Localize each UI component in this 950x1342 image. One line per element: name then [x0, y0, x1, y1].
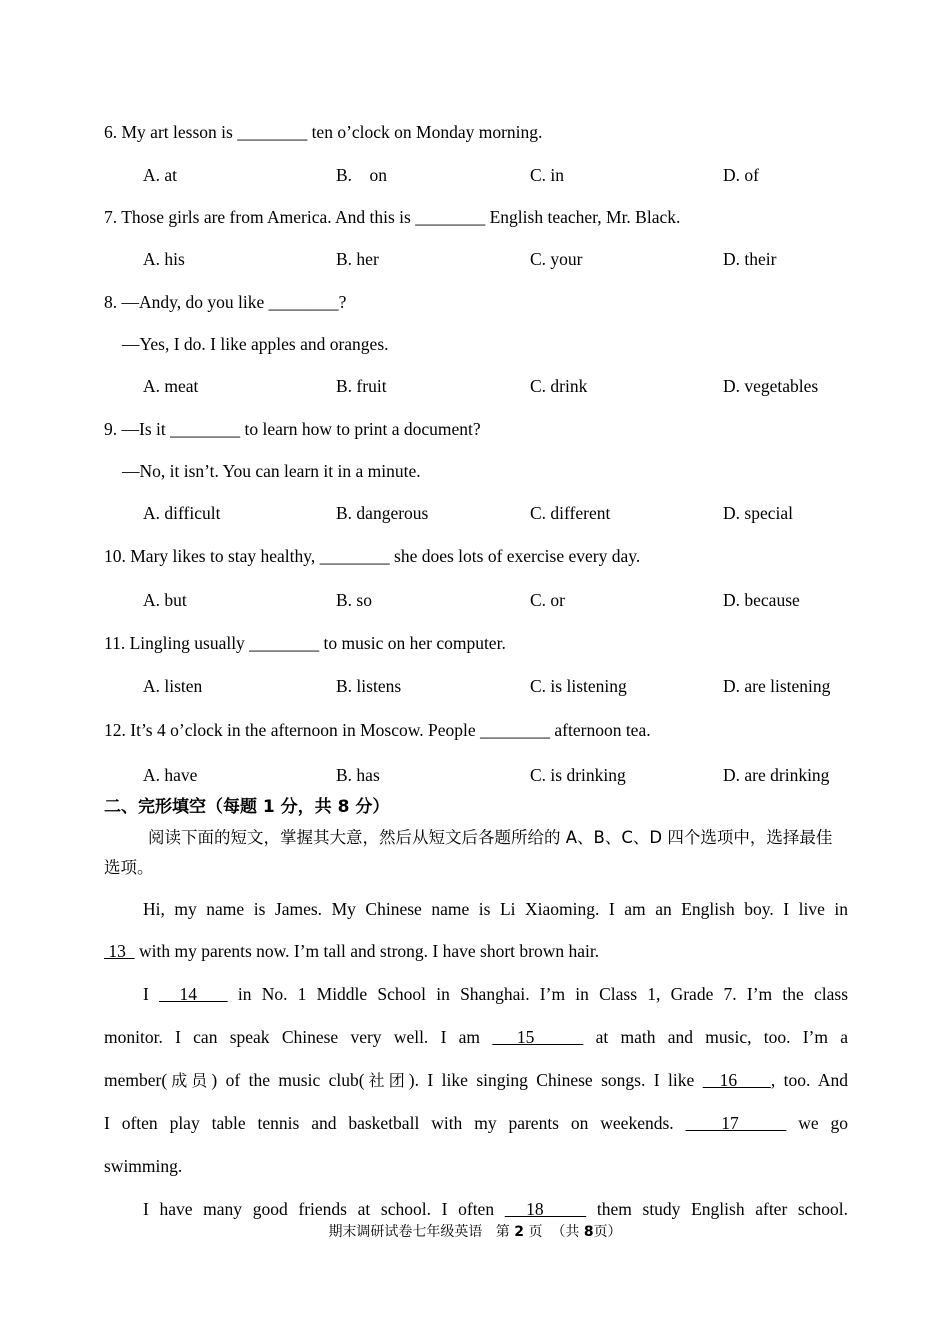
question-11: [104, 632, 506, 654]
blank-15[interactable]: 15: [492, 1027, 584, 1047]
passage-line-3: [104, 983, 848, 1005]
passage-text: 成员: [167, 1071, 212, 1090]
question-number: 9.: [104, 419, 118, 439]
option-a[interactable]: A. his: [143, 249, 185, 269]
option-d[interactable]: D. special: [723, 503, 793, 523]
option-c[interactable]: C. in: [530, 165, 565, 185]
passage-line-2: [104, 940, 599, 962]
question-8: [104, 291, 346, 313]
passage-line-5: [104, 1069, 848, 1092]
passage-line-1: Hi, my name is James. My Chinese name is Li Xiaoming. I am an English boy. I live in: [143, 899, 848, 919]
question-stem: —Andy, do you like ________?: [117, 292, 347, 312]
option-d[interactable]: D. their: [723, 249, 777, 269]
question-stem: Mary likes to stay healthy, ________ she does lots of exercise every day.: [130, 546, 641, 566]
passage-line-7: swimming.: [104, 1156, 183, 1176]
question-number: 8.: [104, 292, 118, 312]
footer-text: 页 （共: [524, 1224, 584, 1240]
passage-text: I often play table tennis and basketball with my parents on weekends.: [104, 1113, 686, 1133]
question-9-reply: —No, it isn’t. You can learn it in a minute.: [122, 461, 421, 481]
passage-text: I have many good friends at school. I often: [143, 1199, 505, 1219]
blank-17[interactable]: 17: [685, 1113, 787, 1133]
footer-text: 期末调研试卷七年级英语 第: [328, 1224, 515, 1240]
option-b[interactable]: B. fruit: [336, 376, 387, 396]
option-d[interactable]: D. are drinking: [723, 765, 830, 785]
passage-text: monitor. I can speak Chinese very well. I am: [104, 1027, 493, 1047]
option-a[interactable]: A. but: [143, 590, 187, 610]
option-a[interactable]: A. have: [143, 765, 198, 785]
passage-text: 社团: [364, 1071, 409, 1090]
option-b[interactable]: B. has: [336, 765, 380, 785]
page-footer: [0, 1222, 950, 1242]
question-7: [104, 206, 680, 228]
option-a[interactable]: A. at: [143, 165, 178, 185]
option-d[interactable]: D. are listening: [723, 676, 831, 696]
question-number: 12.: [104, 720, 126, 740]
option-b[interactable]: B. on: [336, 165, 388, 185]
section-instruction: 阅读下面的短文，掌握其大意，然后从短文后各题所给的 A、B、C、D 四个选项中，选择最佳选项。: [104, 828, 833, 877]
option-d[interactable]: D. because: [723, 590, 800, 610]
option-b[interactable]: B. so: [336, 590, 372, 610]
page-total: 8: [583, 1224, 594, 1240]
passage-text: ). I like singing Chinese songs. I like: [408, 1070, 703, 1090]
passage-text: member(: [104, 1070, 168, 1090]
option-b[interactable]: B. dangerous: [336, 503, 429, 523]
question-stem: —Is it ________ to learn how to print a document?: [117, 419, 481, 439]
passage-text: we go: [786, 1113, 849, 1133]
blank-13[interactable]: 13: [104, 941, 135, 961]
passage-text: at math and music, too. I’m a: [583, 1027, 849, 1047]
passage-text: with my parents now. I’m tall and strong. I have short brown hair.: [134, 941, 600, 961]
footer-text: 页）: [593, 1224, 622, 1240]
question-number: 6.: [104, 122, 118, 142]
option-c[interactable]: C. different: [530, 503, 611, 523]
option-a[interactable]: A. listen: [143, 676, 203, 696]
option-d[interactable]: D. of: [723, 165, 759, 185]
question-number: 11.: [104, 633, 126, 653]
passage-text: I: [143, 984, 160, 1004]
passage-line-6: [104, 1112, 848, 1134]
question-stem: Lingling usually ________ to music on her computer.: [129, 633, 506, 653]
option-c[interactable]: C. drink: [530, 376, 588, 396]
question-12: [104, 719, 651, 741]
page-number: 2: [514, 1224, 524, 1240]
passage-text: in No. 1 Middle School in Shanghai. I’m in Class 1, Grade 7. I’m the class: [227, 984, 849, 1004]
section-title: 二、完形填空（每题 1 分，共 8 分）: [104, 797, 390, 817]
option-c[interactable]: C. is drinking: [530, 765, 626, 785]
option-b[interactable]: B. listens: [336, 676, 402, 696]
option-c[interactable]: C. your: [530, 249, 583, 269]
question-number: 7.: [104, 207, 118, 227]
option-a[interactable]: A. difficult: [143, 503, 221, 523]
option-b[interactable]: B. her: [336, 249, 379, 269]
question-10: [104, 545, 640, 567]
option-c[interactable]: C. or: [530, 590, 565, 610]
passage-text: ) of the music club(: [211, 1070, 365, 1090]
question-9: [104, 418, 481, 440]
option-c[interactable]: C. is listening: [530, 676, 627, 696]
question-number: 10.: [104, 546, 126, 566]
question-stem: Those girls are from America. And this is ________ English teacher, Mr. Black.: [121, 207, 681, 227]
option-d[interactable]: D. vegetables: [723, 376, 819, 396]
passage-line-4: [104, 1026, 848, 1048]
option-a[interactable]: A. meat: [143, 376, 199, 396]
blank-18[interactable]: 18: [504, 1199, 587, 1219]
passage-text: , too. And: [770, 1070, 848, 1090]
blank-16[interactable]: 16: [702, 1070, 771, 1090]
question-stem: It’s 4 o’clock in the afternoon in Moscow. People ________ afternoon tea.: [130, 720, 651, 740]
question-8-reply: —Yes, I do. I like apples and oranges.: [122, 334, 389, 354]
passage-line-8: [104, 1198, 848, 1220]
question-6: [104, 121, 542, 143]
passage-text: them study English after school.: [586, 1199, 848, 1219]
blank-14[interactable]: 14: [159, 984, 228, 1004]
question-stem: My art lesson is ________ ten o’clock on Monday morning.: [121, 122, 543, 142]
